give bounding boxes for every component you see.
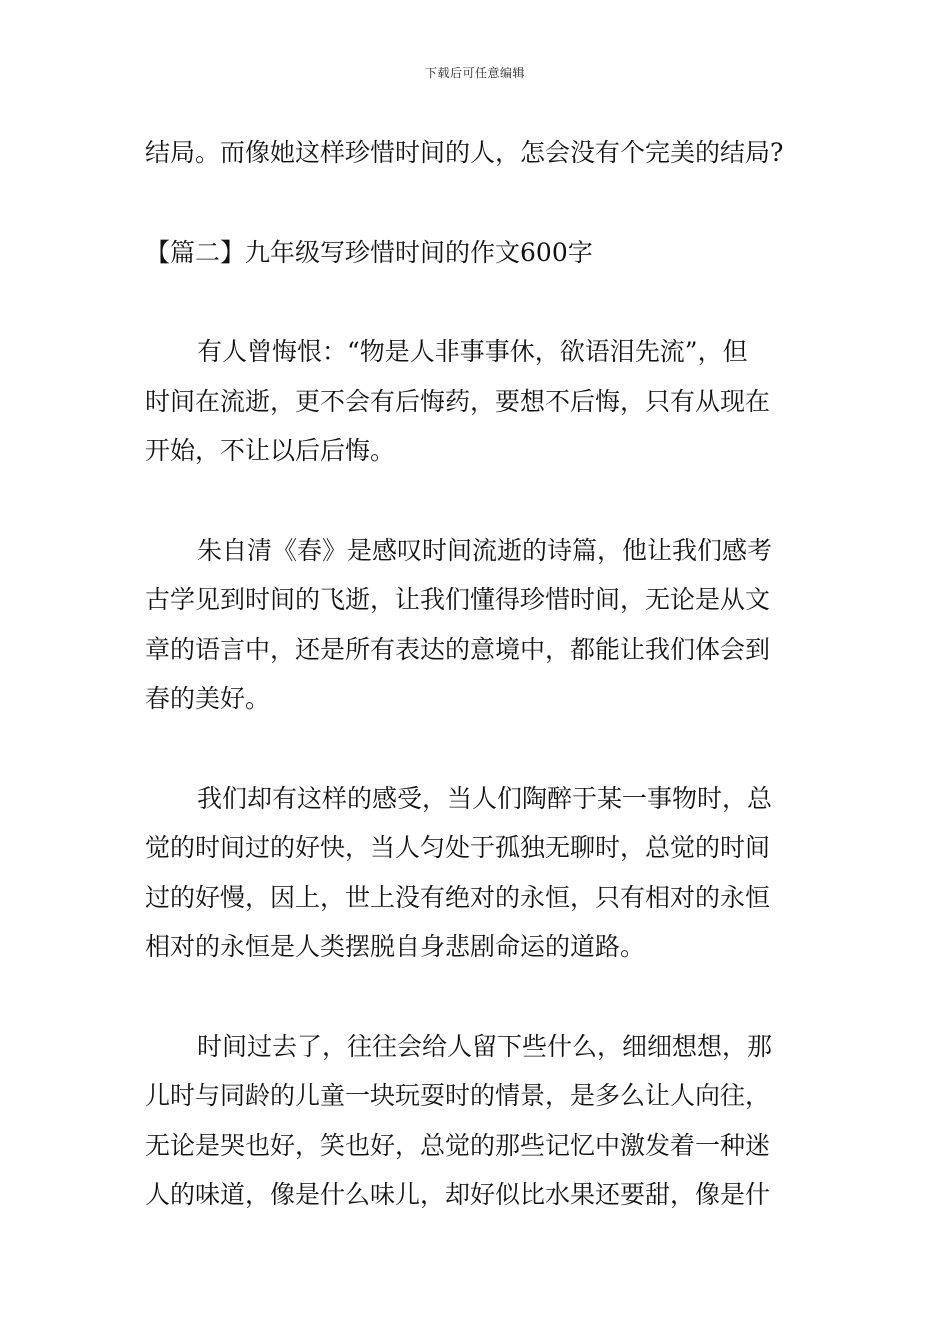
- text-line: 觉的时间过的好快，当人匀处于孤独无聊时，总觉的时间: [145, 833, 771, 862]
- paragraph-gap: [145, 476, 807, 526]
- text-line: 结局。而像她这样珍惜时间的人，怎会没有个完美的结局?: [145, 138, 784, 167]
- text-line: 人的味道，像是什么味儿，却好似比水果还要甜，像是什: [145, 1180, 771, 1209]
- text-line: 我们却有这样的感受，当人们陶醉于某一事物时，总: [197, 783, 773, 813]
- text-line: 朱自清《春》是感叹时间流逝的诗篇，他让我们感考: [197, 535, 773, 565]
- text-line: 时间过去了，往往会给人留下些什么，细细想想，那: [197, 1031, 773, 1061]
- text-line: 古学见到时间的飞逝，让我们懂得珍惜时间，无论是从文: [145, 585, 771, 614]
- text-line: 有人曾悔恨：“物是人非事事休，欲语泪先流”，但: [197, 337, 748, 366]
- paragraph-gap: [145, 972, 807, 1022]
- paragraph-gap: [145, 277, 807, 327]
- text-line: 过的好慢，因上，世上没有绝对的永恒，只有相对的永恒: [145, 882, 771, 912]
- text-line: 春的美好。: [145, 684, 271, 713]
- text-line: 无论是哭也好，笑也好，总觉的那些记忆中激发着一种迷: [145, 1130, 771, 1160]
- page-header: 下载后可任意编辑: [424, 66, 525, 80]
- text-line: 相对的永恒是人类摆脱自身悲剧命运的道路。: [145, 932, 646, 961]
- paragraph-2: [145, 526, 807, 724]
- paragraph-ending: [145, 128, 807, 178]
- paragraph-4: [145, 1022, 807, 1220]
- paragraph-gap: [145, 724, 807, 774]
- paragraph-1: [145, 327, 807, 476]
- paragraph-3: [145, 774, 807, 972]
- text-line: 开始，不让以后后悔。: [145, 436, 396, 465]
- heading-line: 【篇二】九年级写珍惜时间的作文600字: [145, 237, 593, 267]
- text-line: 时间在流逝，更不会有后悔药，要想不后悔，只有从现在: [145, 386, 771, 416]
- text-line: 章的语言中，还是所有表达的意境中，都能让我们体会到: [145, 634, 771, 664]
- section-heading: [145, 228, 807, 278]
- document-body: [145, 128, 807, 1220]
- text-line: 儿时与同龄的儿童一块玩耍时的情景，是多么让人向往，: [145, 1081, 771, 1110]
- paragraph-gap: [145, 178, 807, 228]
